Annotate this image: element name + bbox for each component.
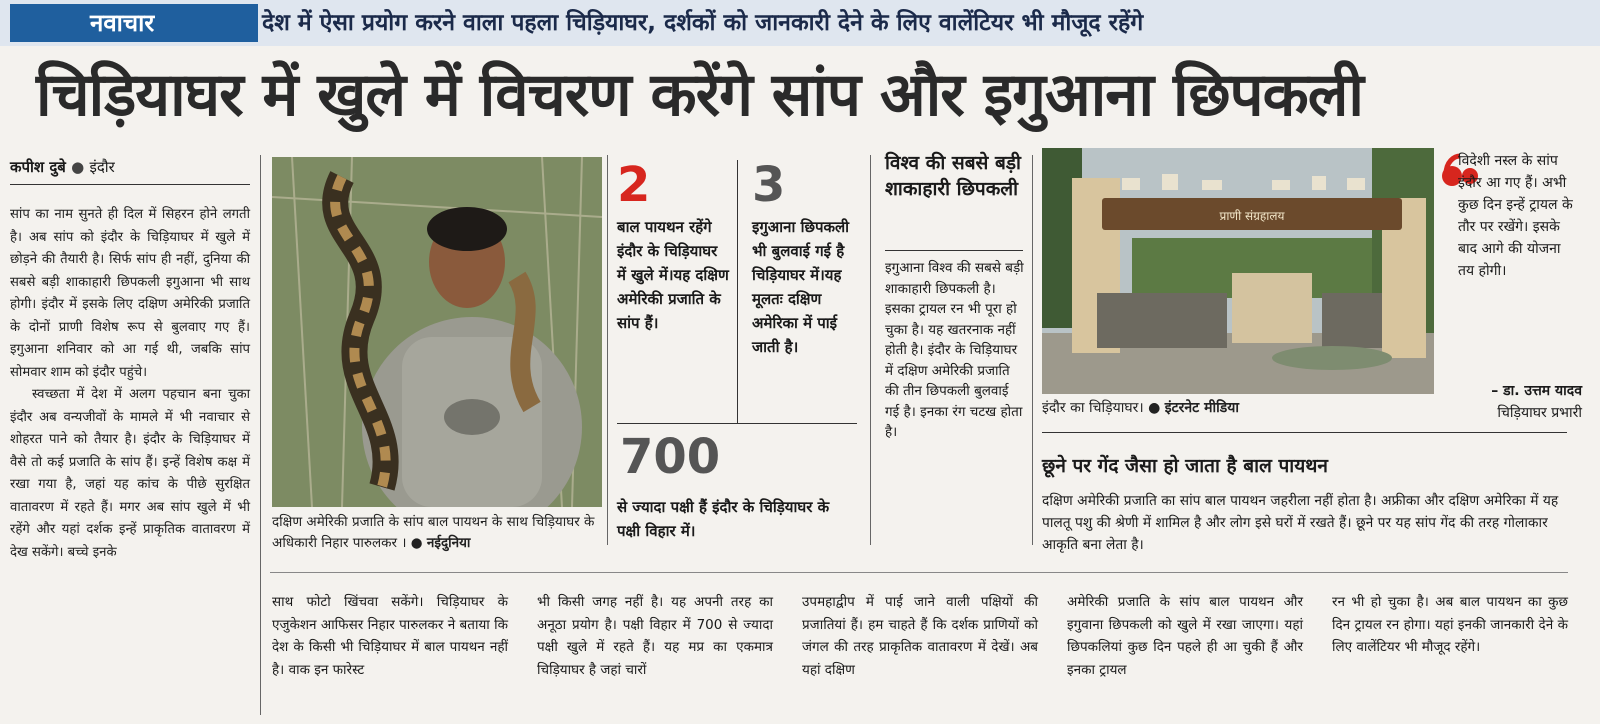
photo-caption [1042,398,1434,419]
sidebar-title: विश्व की सबसे बड़ी शाकाहारी छिपकली [885,152,1021,200]
snake-handler-photo [272,157,602,507]
photo-credit: इंटरनेट मीडिया [1164,400,1239,416]
fact-3-text: से ज्यादा पक्षी हैं इंदौर के चिड़ियाघर के पक्षी विहार में। [617,498,830,540]
fact-number: 3 [752,157,786,213]
byline-place: इंदौर [89,158,115,176]
column-divider [607,155,608,545]
bottom-column-3: उपमहाद्वीप में पाई जाने वाली पक्षियों की प्रजातियां हैं। हम चाहते हैं कि दर्शक प्राणियों को जंगल की तरह प्राकृतिक वातावरण में देखें। अब यहां दक्षिण [802,594,1038,678]
photo-credit: नईदुनिया [426,535,471,551]
sidebar-rule [885,250,1023,251]
caption-text: इंदौर का चिड़ियाघर। [1042,400,1144,416]
kicker-text: देश में ऐसा प्रयोग करने वाला पहला चिड़ियाघर, दर्शकों को जानकारी देने के लिए वालेंटियर भी मौजूद रहेंगे [262,10,1144,36]
fact-number: 700 [620,429,721,485]
fact-2-number [752,157,786,213]
bottom-column-2: भी किसी जगह नहीं है। यह अपनी तरह का अनूठा प्रयोग है। पक्षी विहार में 700 से ज्यादा पक्षी खुले में रहते हैं। यह मप्र का एकमात्र चिड़ियाघर है जहां चारों [537,594,773,678]
column-1 [10,204,250,564]
bottom-rule [270,572,1568,573]
fact-1-number [617,157,651,213]
fact-number: 2 [617,157,651,213]
fact-3-number [620,429,721,485]
quote-text: विदेशी नस्ल के सांप इंदौर आ गए हैं। अभी कुछ दिन इन्हें ट्रायल के तौर पर रखेंगे। इसके बाद आगे की योजना तय होगी। [1458,153,1573,279]
gate-sign-text: प्राणी संग्रहालय [1219,209,1285,223]
column-divider [260,155,261,715]
caption-text: दक्षिण अमेरिकी प्रजाति के सांप बाल पायथन के साथ चिड़ियाघर के अधिकारी निहार पारुलकर । [272,514,595,551]
paragraph: स्वच्छता में देश में अलग पहचान बना चुका इंदौर अब वन्यजीवों के मामले में भी नवाचार से शोहरत पाने को तैयार है। इंदौर के चिड़ियाघर में वैसे तो कई प्रजाति के सांप हैं। इन्हें विशेष कक्ष में रखा गया है, जहां यह कांच के पीछे सुरक्षित वातावरण में रहते हैं। मगर अब सांप खुले में भी रहेंगे और यहां दर्शक इन्हें प्राकृतिक वातावरण में देख सकेंगे। बच्चे इनके [10,387,250,560]
bottom-column-5: रन भी हो चुका है। अब बाल पायथन का कुछ दिन ट्रायल रन होगा। यहां इनकी जानकारी देने के लिए वालेंटियर भी मौजूद रहेंगे। [1332,594,1568,655]
byline-dot: ● [71,158,85,176]
column-divider [870,155,871,545]
quote-name: – डा. उत्तम यादव [1491,383,1582,399]
paragraph: सांप का नाम सुनते ही दिल में सिहरन होने लगती है। अब सांप को इंदौर के चिड़ियाघर में खुले में छोड़ने की तैयारी है। सिर्फ सांप ही नहीं, दुनिया की सबसे बड़ी शाकाहारी छिपकली इगुआना भी साथ होगी। इंदौर में इसके लिए दक्षिण अमेरिकी प्रजाति के दोनों प्राणी विशेष रूप से बुलवाए गए हैं। इगुआना शनिवार को आ गई थी, जबकि सांप सोमवार शाम को इंदौर पहुंचे। [10,207,250,380]
author-name: कपीश दुबे [10,158,66,176]
sidebar-body: इगुआना विश्व की सबसे बड़ी शाकाहारी छिपकली है। इसका ट्रायल रन भी पूरा हो चुका है। यह खतरनाक नहीं होती है। इंदौर के चिड़ियाघर में दक्षिण अमेरिकी प्रजाति की तीन छिपकली बुलवाई गई है। इनका रंग चटख होता है। [885,260,1024,440]
bullet-dot: ● [1148,400,1165,416]
fact-1-text: बाल पायथन रहेंगे इंदौर के चिड़ियाघर में खुले में।यह दक्षिण अमेरिकी प्रजाति के सांप हैं। [617,218,729,332]
photo-caption [272,512,602,554]
fact-divider [737,160,738,423]
subsection-body: दक्षिण अमेरिकी प्रजाति का सांप बाल पायथन जहरीला नहीं होता है। अफ्रीका और दक्षिण अमेरिका में यह पालतू पशु की श्रेणी में शामिल है और लोग इसे घरों में रखते हैं। छूने पर यह सांप गेंद की तरह गोलाकार आकृति बना लेता है। [1042,493,1559,553]
bottom-column-1: साथ फोटो खिंचवा सकेंगे। चिड़ियाघर के एजुकेशन आफिसर निहार पारुलकर ने बताया कि देश के किसी भी चिड़ियाघर में बाल पायथन नहीं है। वाक इन फारेस्ट [272,594,508,678]
fact-rule [617,423,857,424]
photo-illustration [272,157,602,507]
bullet-dot: ● [410,535,427,551]
subheading: छूने पर गेंद जैसा हो जाता है बाल पायथन [1042,455,1328,477]
photo-illustration [1042,148,1434,394]
section-tag: नवाचार [10,4,258,42]
quote-attribution [1442,380,1582,424]
byline [10,157,115,177]
bottom-column-4: अमेरिकी प्रजाति के सांप बाल पायथन और इगुवाना छिपकली को खुले में रखा जाएगा। यहां छिपकलियां कुछ दिन पहले ही आ चुकी हैं और इनका ट्रायल [1067,594,1303,678]
section-rule [1042,432,1567,433]
column-divider [1032,155,1033,545]
byline-rule [10,184,250,185]
fact-2-text: इगुआना छिपकली भी बुलवाई गई है चिड़ियाघर में।यह मूलतः दक्षिण अमेरिका में पाई जाती है। [752,218,850,356]
zoo-gate-photo [1042,148,1434,394]
headline: चिड़ियाघर में खुले में विचरण करेंगे सांप और इगुआना छिपकली [36,60,1363,130]
quote-designation: चिड़ियाघर प्रभारी [1497,405,1582,421]
